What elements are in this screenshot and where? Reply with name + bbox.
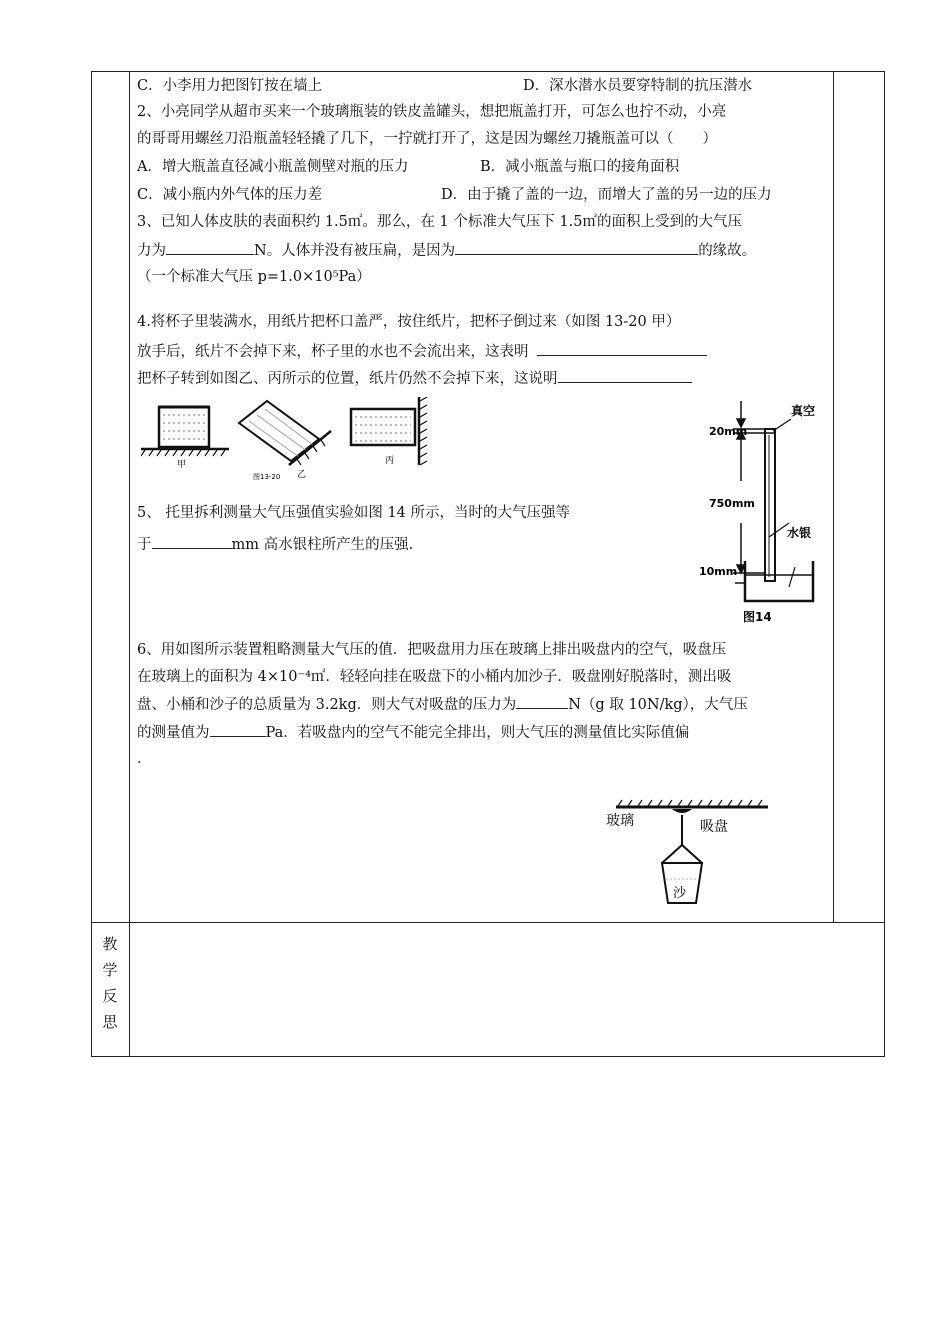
q6-line4 [137, 722, 689, 743]
q2-line1: 2、小亮同学从超市买来一个玻璃瓶装的铁皮盖罐头，想把瓶盖打开，可怎么也拧不动，小亮 [137, 104, 727, 120]
table-row-divider [91, 922, 885, 923]
figure-suction-cup [606, 799, 776, 917]
figure-14-torricelli [699, 397, 825, 625]
q3-text-b: N。人体并没有被压扁，是因为 [254, 243, 456, 259]
q6-text-3b: N（g 取 10N/kg），大气压 [568, 697, 748, 713]
cup-yi [239, 401, 331, 465]
q6-text-4b: Pa．若吸盘内的空气不能完全排出，则大气压的测量值比实际值偏 [265, 725, 690, 741]
table-border-bottom [91, 1056, 885, 1057]
q2-line2: 的哥哥用螺丝刀沿瓶盖轻轻撬了几下，一拧就打开了，这是因为螺丝刀撬瓶盖可以（ ） [137, 131, 717, 147]
q2-option-a: A．增大瓶盖直径减小瓶盖侧壁对瓶的压力 [137, 159, 409, 175]
q4-line2 [137, 341, 707, 362]
q4-text-2: 放手后，纸片不会掉下来，杯子里的水也不会流出来，这表明 [137, 344, 529, 360]
q6-line3 [137, 694, 748, 715]
q1-option-c: C．小李用力把图钉按在墙上 [137, 78, 323, 94]
label-jia: 甲 [177, 460, 187, 470]
q5-blank[interactable] [152, 534, 232, 549]
q3-line2 [137, 240, 756, 261]
reflection-char-2: 学 [102, 961, 118, 979]
q5-text-b: mm 高水银柱所产生的压强. [231, 537, 414, 553]
reflection-char-3: 反 [102, 987, 118, 1005]
label-glass: 玻璃 [606, 813, 634, 829]
q4-blank-2[interactable] [558, 368, 692, 383]
table-border-col2 [833, 71, 834, 923]
label-yi: 乙 [297, 470, 307, 480]
q6-blank-pressure[interactable] [210, 722, 266, 737]
q5-text-a: 于 [137, 537, 152, 553]
label-bing: 丙 [385, 456, 395, 466]
q3-text-c: 的缘故。 [698, 243, 757, 259]
q5-line1: 5、 托里拆利测量大气压强值实验如图 14 所示，当时的大气压强等 [137, 505, 571, 521]
q5-line2 [137, 534, 413, 555]
q6-text-3a: 盘、小桶和沙子的总质量为 3.2kg．则大气对吸盘的压力为 [137, 697, 517, 713]
reflection-char-1: 教 [102, 935, 118, 953]
q2-option-d: D．由于撬了盖的一边，而增大了盖的另一边的压力 [441, 187, 772, 203]
q4-line1: 4.将杯子里装满水，用纸片把杯口盖严，按住纸片，把杯子倒过来（如图 13-20 甲） [137, 314, 681, 330]
q4-blank-1[interactable] [537, 341, 707, 356]
fig14-label-vacuum: 真空 [791, 404, 816, 418]
worksheet-table [91, 71, 885, 1057]
q3-blank-force[interactable] [166, 240, 254, 255]
fig14-label-750mm: 750mm [709, 497, 755, 510]
q4-line3 [137, 368, 692, 389]
table-border-left [91, 71, 92, 1057]
fig14-label-10mm: 10mm [699, 565, 738, 578]
cup-bing [351, 397, 427, 465]
q4-text-3: 把杯子转到如图乙、丙所示的位置，纸片仍然不会掉下来，这说明 [137, 371, 558, 387]
table-border-col1 [129, 71, 130, 1057]
fig14-label-20mm: 20mm [709, 425, 748, 438]
q2-option-b: B．减小瓶盖与瓶口的接角面积 [480, 159, 680, 175]
label-sucker: 吸盘 [700, 819, 728, 835]
label-sand: 沙 [673, 886, 687, 901]
q3-line1: 3、已知人体皮肤的表面积约 1.5㎡。那么，在 1 个标准大气压下 1.5㎡的面积上受到的大气压 [137, 214, 743, 230]
figure-13-20 [141, 397, 441, 483]
q2-option-c: C．减小瓶内外气体的压力差 [137, 187, 323, 203]
fig14-caption: 图14 [743, 610, 772, 624]
figure-13-20-caption: 图13-20 [253, 473, 281, 481]
fig14-label-mercury: 水银 [787, 526, 812, 540]
q6-blank-force[interactable] [516, 694, 568, 709]
q1-option-d: D．深水潜水员要穿特制的抗压潜水 [523, 78, 753, 94]
q6-text-4a: 的测量值为 [137, 725, 210, 741]
table-border-top [91, 71, 885, 72]
table-border-right [884, 71, 885, 1057]
q6-line5: ． [137, 751, 152, 767]
q6-line2: 在玻璃上的面积为 4×10⁻⁴㎡．轻轻向挂在吸盘下的小桶内加沙子．吸盘刚好脱落时，测出吸 [137, 669, 732, 685]
q3-text-a: 力为 [137, 243, 166, 259]
cup-jia [141, 407, 229, 456]
q3-blank-reason[interactable] [455, 240, 698, 255]
reflection-char-4: 思 [102, 1013, 118, 1031]
q3-line3: （一个标准大气压 p=1.0×10⁵Pa） [137, 269, 371, 285]
q6-line1: 6、用如图所示装置粗略测量大气压的值．把吸盘用力压在玻璃上排出吸盘内的空气，吸盘压 [137, 642, 727, 658]
